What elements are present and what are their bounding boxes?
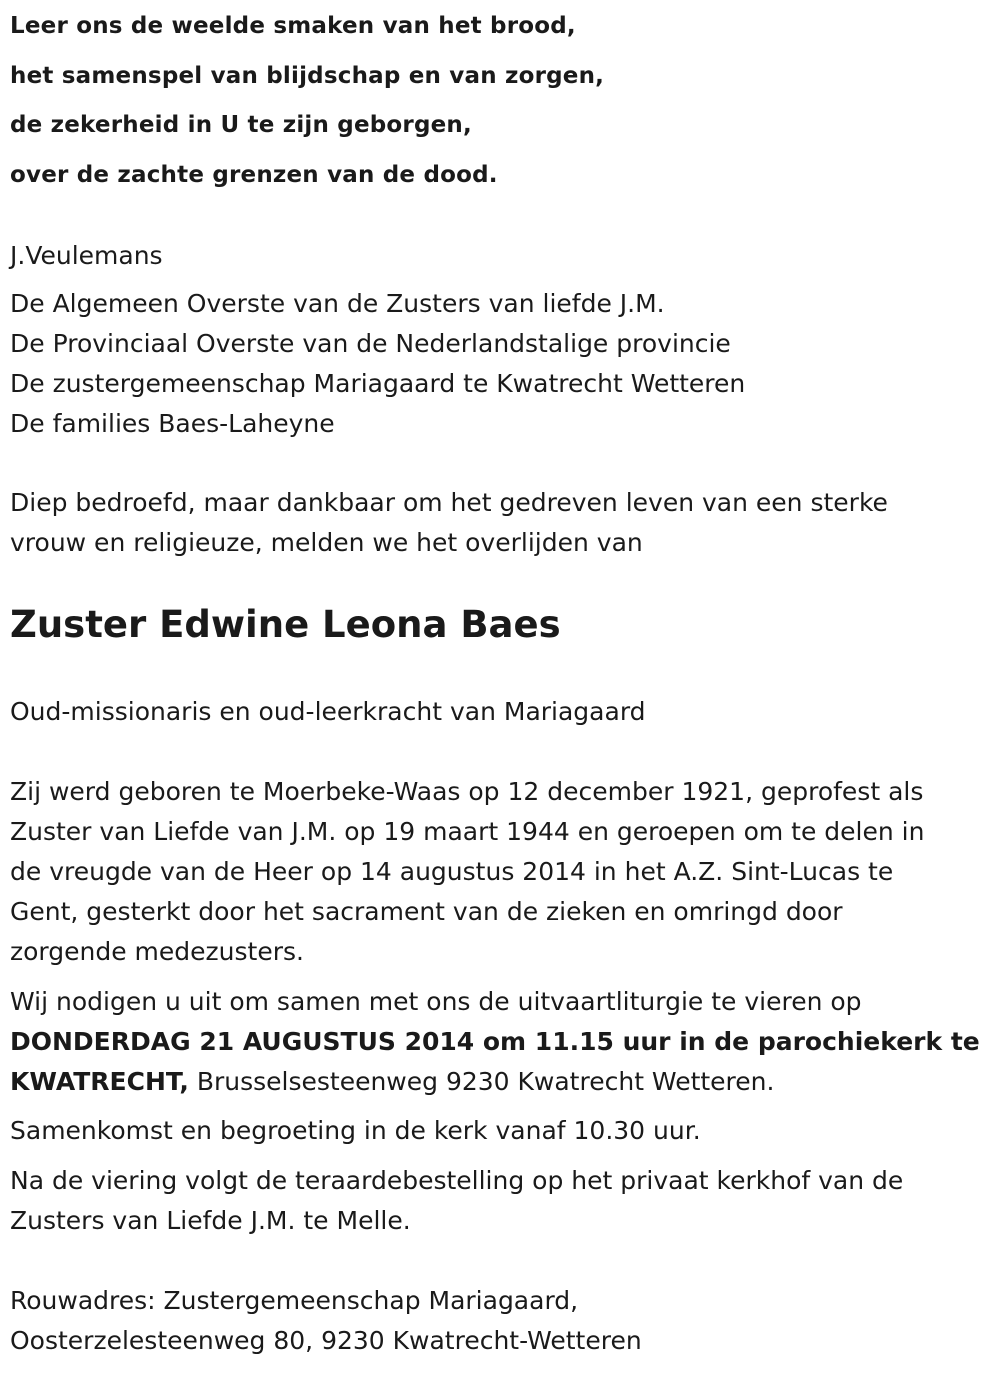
gathering-line: Samenkomst en begroeting in de kerk vanaf 10.30 uur. <box>10 1116 701 1145</box>
address-line: Oosterzelesteenweg 80, 9230 Kwatrecht-Wetteren <box>10 1326 642 1355</box>
announcer: De Provinciaal Overste van de Nederlandstalige provincie <box>10 329 731 358</box>
bio-line: Zuster van Liefde van J.M. op 19 maart 1944 en geroepen om te delen in <box>10 817 925 846</box>
announcer: De Algemeen Overste van de Zusters van liefde J.M. <box>10 289 665 318</box>
mourning-address <box>10 1281 642 1361</box>
burial-info <box>10 1161 903 1241</box>
deceased-role: Oud-missionaris en oud-leerkracht van Mariagaard <box>10 697 646 726</box>
announcers-list <box>10 284 745 444</box>
biography <box>10 772 924 972</box>
announcer: De families Baes-Laheyne <box>10 409 335 438</box>
poem-line: het samenspel van blijdschap en van zorgen, <box>10 62 605 89</box>
poem-line: over de zachte grenzen van de dood. <box>10 161 498 188</box>
bio-line: zorgende medezusters. <box>10 937 304 966</box>
funeral-invitation <box>10 982 980 1102</box>
invitation-address-line <box>10 1062 980 1102</box>
gathering-info <box>10 1111 701 1151</box>
announcer: De zustergemeenschap Mariagaard te Kwatrecht Wetteren <box>10 369 746 398</box>
poem-line: Leer ons de weelde smaken van het brood, <box>10 13 576 39</box>
burial-line: Na de viering volgt de teraardebestelling op het privaat kerkhof van de <box>10 1166 904 1195</box>
intro-text <box>10 483 888 563</box>
poem <box>10 8 604 206</box>
intro-line: Diep bedroefd, maar dankbaar om het gedreven leven van een sterke <box>10 488 888 517</box>
poem-author <box>10 236 163 276</box>
poem-line: de zekerheid in U te zijn geborgen, <box>10 112 472 138</box>
poem-author-name: J.Veulemans <box>10 241 163 270</box>
bio-line: de vreugde van de Heer op 14 augustus 2014 in het A.Z. Sint-Lucas te <box>10 857 894 886</box>
bio-line: Gent, gesterkt door het sacrament van de zieken en omringd door <box>10 897 843 926</box>
intro-line: vrouw en religieuze, melden we het overlijden van <box>10 528 643 557</box>
bio-line: Zij werd geboren te Moerbeke-Waas op 12 december 1921, geprofest als <box>10 777 924 806</box>
invitation-address: Brusselsesteenweg 9230 Kwatrecht Wetteren. <box>188 1067 775 1096</box>
address-line: Rouwadres: Zustergemeenschap Mariagaard, <box>10 1286 579 1315</box>
invitation-place: KWATRECHT, <box>10 1067 189 1096</box>
deceased-name: Zuster Edwine Leona Baes <box>10 603 561 646</box>
burial-line: Zusters van Liefde J.M. te Melle. <box>10 1206 411 1235</box>
invitation-line: Wij nodigen u uit om samen met ons de uitvaartliturgie te vieren op <box>10 987 862 1016</box>
invitation-date-location: DONDERDAG 21 AUGUSTUS 2014 om 11.15 uur in de parochiekerk te <box>10 1027 980 1056</box>
